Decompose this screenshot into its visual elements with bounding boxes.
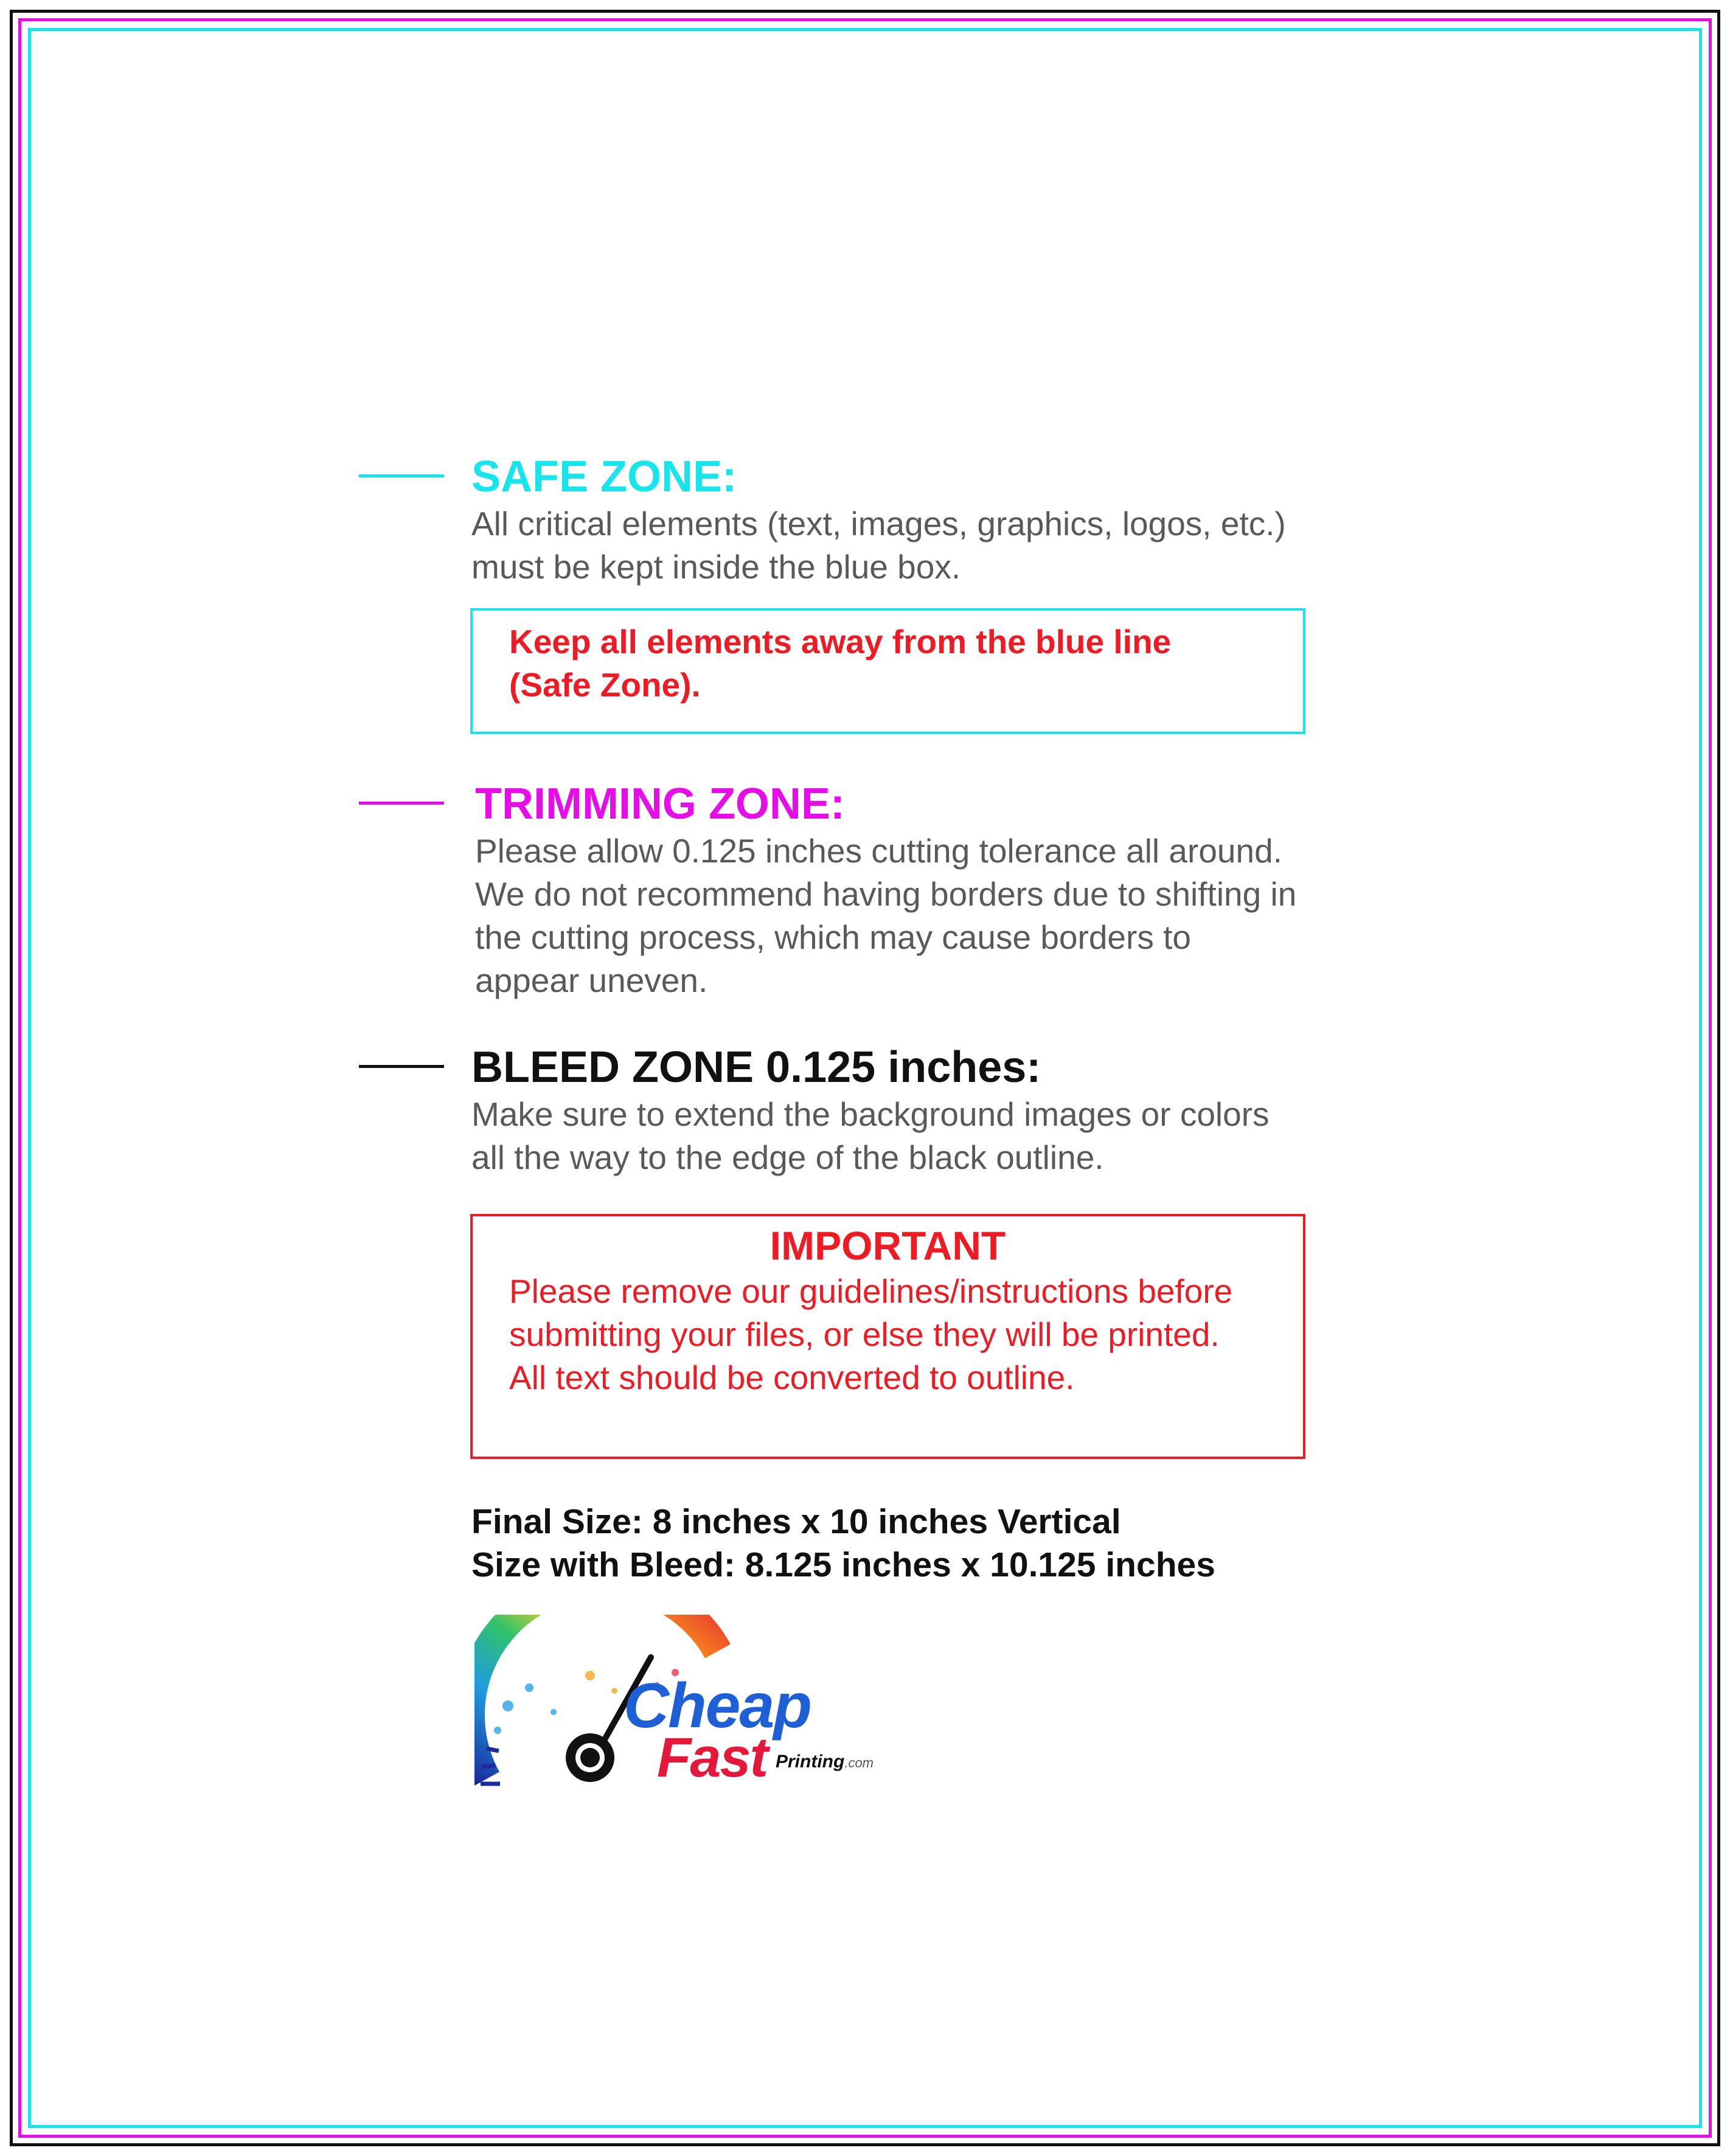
trimming-zone-text-line: appear uneven. xyxy=(475,962,708,999)
bleed-zone-title: BLEED ZONE 0.125 inches: xyxy=(471,1043,1041,1092)
important-notice-box xyxy=(470,1214,1305,1459)
bleed-zone-text-line: Make sure to extend the background images or colors xyxy=(471,1095,1270,1133)
company-logo xyxy=(474,1615,900,1797)
trimming-zone-section xyxy=(475,778,1448,1002)
safe-zone-section xyxy=(471,451,1445,589)
safe-zone-notice-line: Keep all elements away from the blue line xyxy=(509,623,1172,660)
important-text-line: All text should be converted to outline. xyxy=(509,1359,1075,1396)
bleed-zone-text-line: all the way to the edge of the black outline. xyxy=(471,1139,1104,1176)
safe-zone-notice-box xyxy=(470,608,1305,734)
logo-word-cheap: Cheap xyxy=(624,1671,811,1741)
trimming-zone-text-line: the cutting process, which may cause borders to xyxy=(475,918,1191,956)
logo-word-fast: Fast xyxy=(657,1727,768,1789)
important-title: IMPORTANT xyxy=(769,1223,1006,1268)
logo-dotcom-text: .com xyxy=(844,1755,874,1770)
trimming-zone-text-line: We do not recommend having borders due to shifting in xyxy=(475,875,1297,913)
safe-zone-title: SAFE ZONE: xyxy=(471,452,737,501)
trimming-zone-text-line: Please allow 0.125 inches cutting tolerance all around. xyxy=(475,832,1282,870)
safe-zone-notice-line: (Safe Zone). xyxy=(509,666,701,704)
safe-zone-text-line: must be kept inside the blue box. xyxy=(471,548,961,586)
safe-zone-text-line: All critical elements (text, images, graphics, logos, etc.) xyxy=(471,505,1286,542)
size-info xyxy=(471,1500,1445,1587)
bleed-zone-section xyxy=(471,1042,1445,1179)
final-size-text: Final Size: 8 inches x 10 inches Vertical xyxy=(471,1502,1121,1541)
logo-printing-text: Printing xyxy=(776,1752,845,1772)
safe-zone-legend-line xyxy=(359,474,444,477)
important-text-line: Please remove our guidelines/instructions before xyxy=(509,1272,1233,1310)
bleed-zone-legend-line xyxy=(359,1065,444,1068)
logo-word-printing xyxy=(776,1750,874,1777)
bleed-size-text: Size with Bleed: 8.125 inches x 10.125 inches xyxy=(471,1545,1215,1584)
important-text-line: submitting your files, or else they will be printed. xyxy=(509,1315,1220,1353)
trimming-zone-legend-line xyxy=(359,802,444,805)
trimming-zone-title: TRIMMING ZONE: xyxy=(475,780,845,828)
